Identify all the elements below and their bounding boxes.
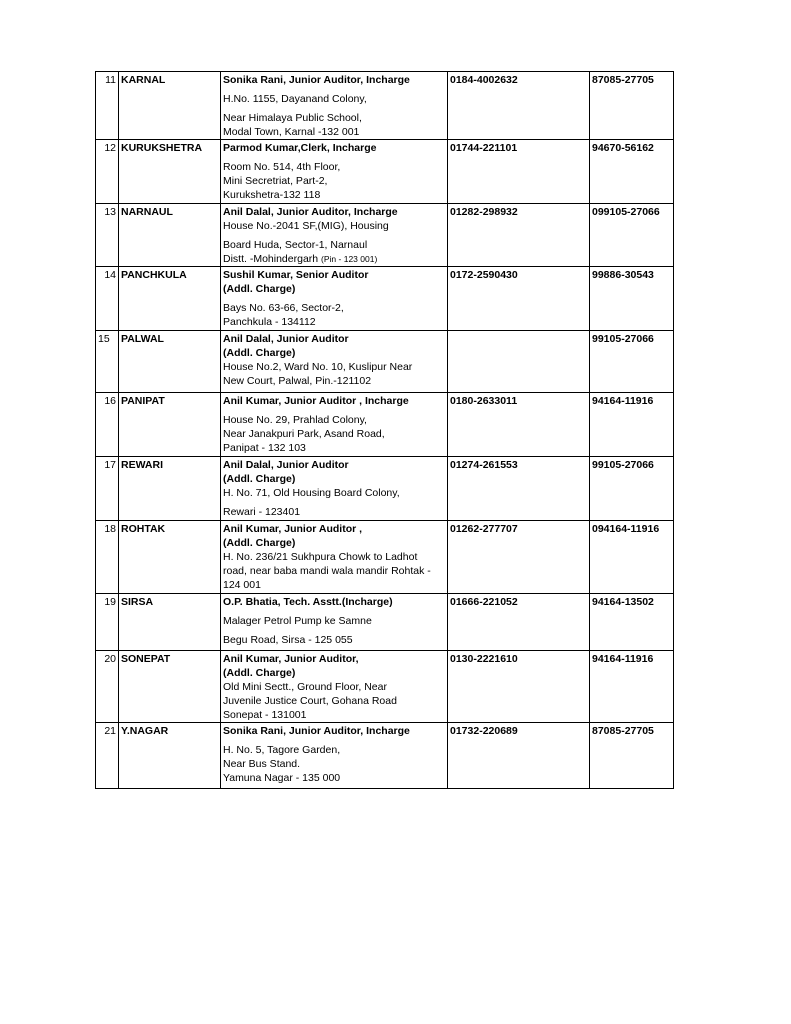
officer-name: Anil Dalal, Junior Auditor, Incharge	[223, 206, 398, 218]
phone-number: 01666-221052	[448, 594, 590, 651]
table-row	[96, 331, 674, 393]
row-number: 17	[96, 457, 119, 521]
phone-number: 0172-2590430	[448, 267, 590, 331]
address-line: Panipat - 132 103	[223, 442, 306, 454]
mobile-number: 87085-27705	[590, 723, 674, 789]
table-row	[96, 204, 674, 267]
office-cell	[221, 393, 448, 457]
mobile-number: 99105-27066	[590, 457, 674, 521]
district-name: SIRSA	[119, 594, 221, 651]
address-line: House No. 29, Prahlad Colony,	[223, 414, 367, 426]
table-row	[96, 140, 674, 204]
address-line: Malager Petrol Pump ke Samne	[223, 615, 372, 627]
table-row	[96, 651, 674, 723]
table-row	[96, 267, 674, 331]
row-number: 21	[96, 723, 119, 789]
office-cell	[221, 457, 448, 521]
address-line: Panchkula - 134112	[223, 316, 316, 328]
officer-name: Anil Dalal, Junior Auditor	[223, 333, 349, 345]
row-number: 11	[96, 72, 119, 140]
table-row	[96, 72, 674, 140]
additional-charge: (Addl. Charge)	[223, 667, 296, 679]
address-line: Near Himalaya Public School,	[223, 112, 362, 124]
office-cell	[221, 723, 448, 789]
row-number: 19	[96, 594, 119, 651]
address-line: Kurukshetra-132 118	[223, 189, 321, 201]
phone-number: 0130-2221610	[448, 651, 590, 723]
phone-number: 0180-2633011	[448, 393, 590, 457]
office-cell	[221, 651, 448, 723]
office-cell	[221, 594, 448, 651]
mobile-number: 94164-11916	[590, 651, 674, 723]
table-row	[96, 723, 674, 789]
address-line: H.No. 1155, Dayanand Colony,	[223, 93, 367, 105]
mobile-number: 94164-11916	[590, 393, 674, 457]
district-name: KURUKSHETRA	[119, 140, 221, 204]
office-cell	[221, 267, 448, 331]
address-line: Modal Town, Karnal -132 001	[223, 126, 360, 138]
address-line: H. No. 71, Old Housing Board Colony,	[223, 487, 400, 499]
district-name: SONEPAT	[119, 651, 221, 723]
address-line	[223, 252, 445, 266]
address-line: Board Huda, Sector-1, Narnaul	[223, 239, 368, 251]
address-line: Yamuna Nagar - 135 000	[223, 772, 341, 784]
phone-number: 01744-221101	[448, 140, 590, 204]
mobile-number: 87085-27705	[590, 72, 674, 140]
district-text: Distt. -Mohindergarh	[223, 253, 319, 265]
officer-name: Parmod Kumar,Clerk, Incharge	[223, 142, 377, 154]
row-number: 18	[96, 521, 119, 594]
row-number: 20	[96, 651, 119, 723]
officer-name: Anil Kumar, Junior Auditor ,	[223, 523, 363, 535]
officer-name: O.P. Bhatia, Tech. Asstt.(Incharge)	[223, 596, 393, 608]
office-cell	[221, 521, 448, 594]
mobile-number: 094164-11916	[590, 521, 674, 594]
district-name: NARNAUL	[119, 204, 221, 267]
phone-number	[448, 331, 590, 393]
row-number: 14	[96, 267, 119, 331]
address-line: 124 001	[223, 579, 261, 591]
address-line: Near Janakpuri Park, Asand Road,	[223, 428, 385, 440]
address-line: Near Bus Stand.	[223, 758, 301, 770]
address-line: Mini Secretriat, Part-2,	[223, 175, 328, 187]
address-line: Juvenile Justice Court, Gohana Road	[223, 695, 397, 707]
address-line: Room No. 514, 4th Floor,	[223, 161, 341, 173]
office-cell	[221, 140, 448, 204]
mobile-number: 99105-27066	[590, 331, 674, 393]
address-line: Old Mini Sectt., Ground Floor, Near	[223, 681, 387, 693]
district-name: PALWAL	[119, 331, 221, 393]
additional-charge: (Addl. Charge)	[223, 347, 296, 359]
address-line: road, near baba mandi wala mandir Rohtak -	[223, 565, 431, 577]
additional-charge: (Addl. Charge)	[223, 283, 296, 295]
office-directory-table	[95, 71, 674, 789]
address-line: Begu Road, Sirsa - 125 055	[223, 634, 353, 646]
district-name: KARNAL	[119, 72, 221, 140]
additional-charge: (Addl. Charge)	[223, 473, 296, 485]
address-line: Rewari - 123401	[223, 506, 301, 518]
officer-name: Anil Kumar, Junior Auditor,	[223, 653, 359, 665]
row-number: 12	[96, 140, 119, 204]
mobile-number: 94164-13502	[590, 594, 674, 651]
mobile-number: 99886-30543	[590, 267, 674, 331]
table-row	[96, 457, 674, 521]
address-line: H. No. 5, Tagore Garden,	[223, 744, 341, 756]
phone-number: 01282-298932	[448, 204, 590, 267]
address-line: Bays No. 63-66, Sector-2,	[223, 302, 344, 314]
phone-number: 0184-4002632	[448, 72, 590, 140]
mobile-number: 099105-27066	[590, 204, 674, 267]
address-line: New Court, Palwal, Pin.-121102	[223, 375, 372, 387]
row-number: 13	[96, 204, 119, 267]
officer-name: Sonika Rani, Junior Auditor, Incharge	[223, 725, 410, 737]
address-line: House No.-2041 SF,(MIG), Housing	[223, 220, 389, 232]
row-number: 15	[96, 331, 119, 393]
mobile-number: 94670-56162	[590, 140, 674, 204]
officer-name: Anil Dalal, Junior Auditor	[223, 459, 349, 471]
pin-code: (Pin - 123 001)	[321, 254, 378, 264]
district-name: PANCHKULA	[119, 267, 221, 331]
office-cell	[221, 72, 448, 140]
officer-name: Sushil Kumar, Senior Auditor	[223, 269, 369, 281]
phone-number: 01274-261553	[448, 457, 590, 521]
officer-name: Anil Kumar, Junior Auditor , Incharge	[223, 395, 409, 407]
row-number: 16	[96, 393, 119, 457]
office-cell	[221, 204, 448, 267]
district-name: PANIPAT	[119, 393, 221, 457]
address-line: Sonepat - 131001	[223, 709, 307, 721]
district-name: ROHTAK	[119, 521, 221, 594]
address-line: H. No. 236/21 Sukhpura Chowk to Ladhot	[223, 551, 418, 563]
district-name: REWARI	[119, 457, 221, 521]
phone-number: 01262-277707	[448, 521, 590, 594]
additional-charge: (Addl. Charge)	[223, 537, 296, 549]
table-row	[96, 594, 674, 651]
address-line: House No.2, Ward No. 10, Kuslipur Near	[223, 361, 413, 373]
district-name: Y.NAGAR	[119, 723, 221, 789]
officer-name: Sonika Rani, Junior Auditor, Incharge	[223, 74, 410, 86]
office-cell	[221, 331, 448, 393]
table-row	[96, 521, 674, 594]
table-row	[96, 393, 674, 457]
phone-number: 01732-220689	[448, 723, 590, 789]
